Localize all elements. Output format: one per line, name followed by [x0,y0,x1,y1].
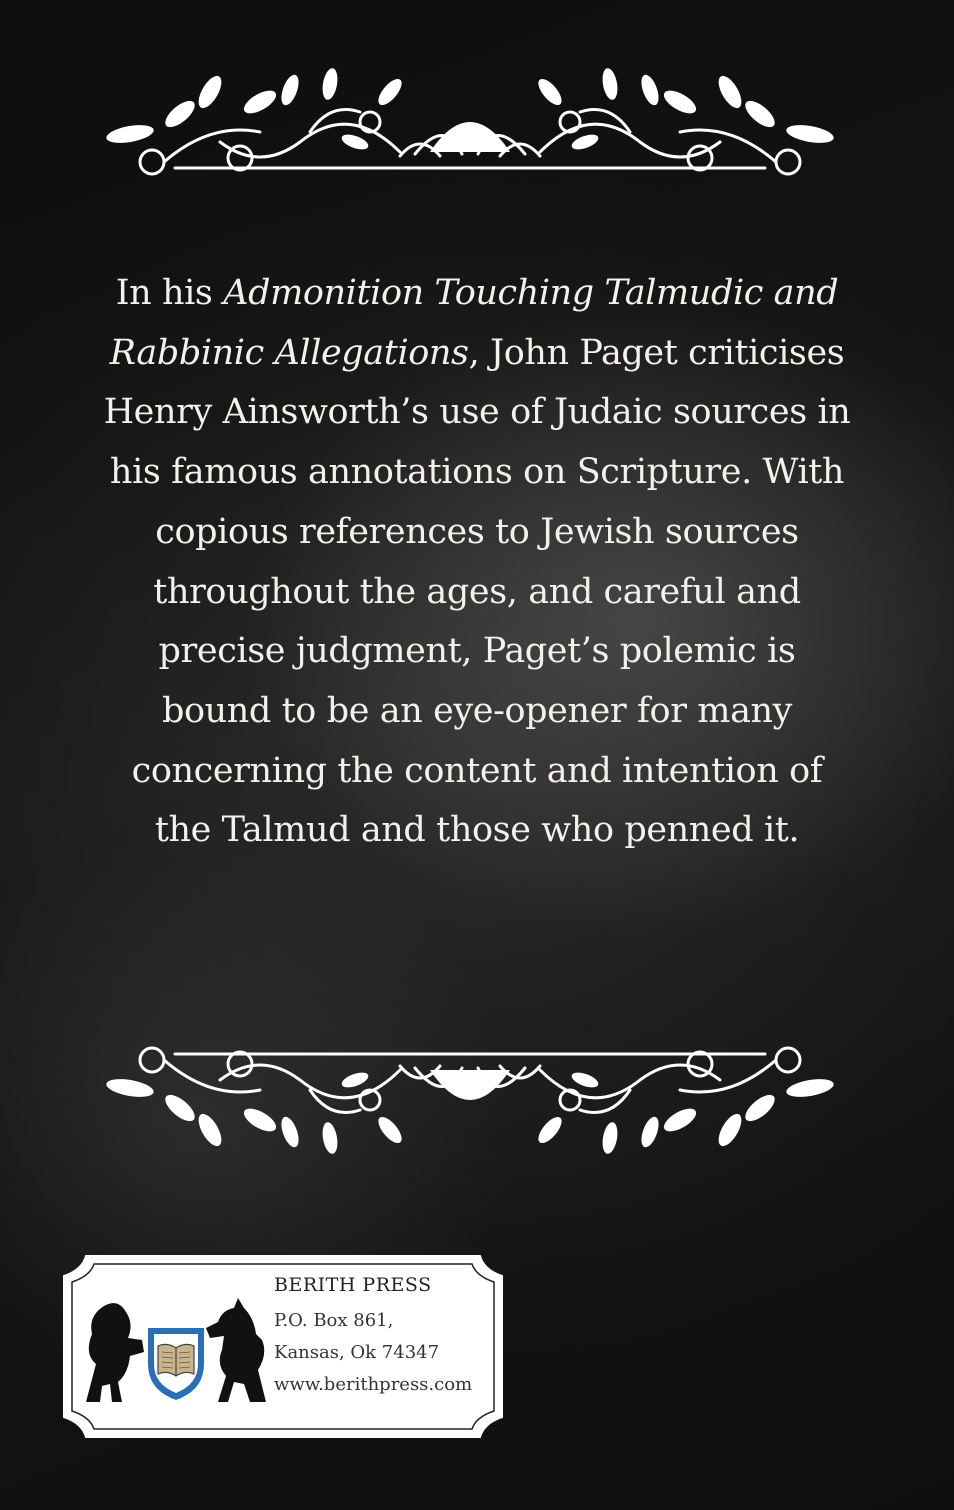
publisher-name: BERITH PRESS [274,1274,432,1296]
top-floral-ornament-icon [100,62,840,192]
publisher-address-line2: Kansas, Ok 74347 [274,1342,440,1363]
blurb-intro: In his [115,273,224,313]
bottom-floral-ornament-icon [100,1030,840,1160]
publisher-website-link[interactable]: www.berithpress.com [274,1374,473,1395]
publisher-label [56,1254,510,1439]
blurb-body: , John Paget criticises Henry Ainsworth’s use of Judaic sources in his famous annotations on Scripture. With copious references to Jewish sources throughout the ages, and careful and precise judgment, Paget’s polemic is bound to be an eye-opener for many concerning the content and intention of the Talmud and those who penned it. [103,332,851,851]
publisher-crest-icon [78,1294,274,1404]
book-description [100,264,854,861]
publisher-address-line1: P.O. Box 861, [274,1310,394,1331]
blurb-book-title: Admonition Touching Talmudic and Rabbinic Allegations [109,273,839,373]
